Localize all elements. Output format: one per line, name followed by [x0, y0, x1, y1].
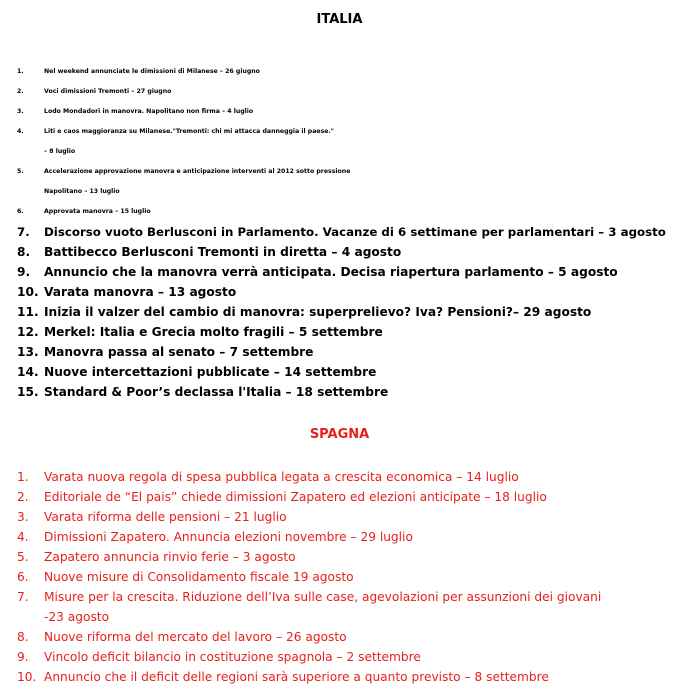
item-number: 11.: [17, 305, 39, 319]
item-text: Nuove misure di Consolidamento fiscale 19 agosto: [44, 570, 354, 584]
item-number: 3.: [17, 510, 29, 524]
item-text: Discorso vuoto Berlusconi in Parlamento. Vacanze di 6 settimane per parlamentari – 3 agosto: [44, 225, 666, 239]
item-text: Zapatero annuncia rinvio ferie – 3 agosto: [44, 550, 296, 564]
item-number: 9.: [17, 650, 29, 664]
list-item: [0, 102, 666, 122]
list-item: [0, 527, 601, 547]
list-item: [0, 62, 666, 82]
list-item: [0, 222, 666, 242]
spagna-heading: SPAGNA: [309, 427, 370, 442]
item-number: 7.: [17, 590, 29, 604]
list-item: [0, 162, 666, 202]
item-text-continuation: Napolitano – 13 luglio: [44, 188, 120, 195]
item-number: 6.: [17, 570, 29, 584]
list-item: [0, 362, 666, 382]
list-item: [0, 567, 601, 587]
list-item: [0, 202, 666, 222]
item-number: 15.: [17, 385, 39, 399]
item-text: Varata manovra – 13 agosto: [44, 285, 237, 299]
item-number: 1.: [17, 470, 29, 484]
item-number: 2.: [17, 88, 24, 95]
list-item: [0, 322, 666, 342]
item-number: 4.: [17, 530, 29, 544]
list-item: [0, 667, 601, 687]
list-item: [0, 82, 666, 102]
item-text: Nuove intercettazioni pubblicate – 14 settembre: [44, 365, 377, 379]
item-number: 7.: [17, 225, 30, 239]
item-text: Dimissioni Zapatero. Annuncia elezioni novembre – 29 luglio: [44, 530, 413, 544]
list-item: [0, 507, 601, 527]
item-number: 5.: [17, 168, 24, 175]
item-number: 9.: [17, 265, 31, 279]
italia-heading: ITALIA: [316, 12, 363, 27]
item-number: 6.: [17, 208, 24, 215]
item-number: 2.: [17, 490, 29, 504]
list-item: [0, 282, 666, 302]
list-item: [0, 382, 666, 402]
list-item: [0, 647, 601, 667]
item-number: 13.: [17, 345, 39, 359]
item-text-continuation: – 8 luglio: [44, 148, 76, 155]
item-text-continuation: -23 agosto: [44, 610, 110, 624]
list-item: [0, 467, 601, 487]
item-text: Varata riforma delle pensioni – 21 luglio: [44, 510, 287, 524]
item-number: 10.: [17, 285, 39, 299]
item-number: 8.: [17, 630, 29, 644]
item-text: Annuncio che il deficit delle regioni sarà superiore a quanto previsto – 8 settembre: [44, 670, 549, 684]
list-item: [0, 627, 601, 647]
item-text: Nuove riforma del mercato del lavoro – 26 agosto: [44, 630, 347, 644]
item-text: Editoriale de “El pais” chiede dimissioni Zapatero ed elezioni anticipate – 18 luglio: [44, 490, 547, 504]
list-item: [0, 487, 601, 507]
item-text: Lodo Mondadori in manovra. Napolitano non firma – 4 luglio: [44, 108, 254, 115]
list-item: [0, 342, 666, 362]
item-text: Varata nuova regola di spesa pubblica legata a crescita economica – 14 luglio: [44, 470, 519, 484]
item-text: Merkel: Italia e Grecia molto fragili – 5 settembre: [44, 325, 383, 339]
list-item: [0, 242, 666, 262]
item-text: Approvata manovra – 15 luglio: [44, 208, 151, 215]
item-number: 3.: [17, 108, 24, 115]
item-number: 1.: [17, 68, 24, 75]
list-item: [0, 587, 601, 627]
item-text: Vincolo deficit bilancio in costituzione spagnola – 2 settembre: [44, 650, 421, 664]
list-item: [0, 547, 601, 567]
item-number: 10.: [17, 670, 37, 684]
item-text: Inizia il valzer del cambio di manovra: superprelievo? Iva? Pensioni?– 29 agosto: [44, 305, 592, 319]
item-text: Battibecco Berlusconi Tremonti in diretta – 4 agosto: [44, 245, 402, 259]
item-text: Accelerazione approvazione manovra e anticipazione interventi al 2012 sotto pressione: [44, 168, 351, 175]
item-number: 5.: [17, 550, 29, 564]
list-item: [0, 262, 666, 282]
item-text: Misure per la crescita. Riduzione dell’Iva sulle case, agevolazioni per assunzioni dei giovani: [44, 590, 602, 604]
item-text: Annuncio che la manovra verrà anticipata. Decisa riapertura parlamento – 5 agosto: [44, 265, 618, 279]
spagna-event-list: [0, 467, 601, 687]
item-text: Voci dimissioni Tremonti – 27 giugno: [44, 88, 172, 95]
list-item: [0, 302, 666, 322]
item-number: 14.: [17, 365, 39, 379]
item-number: 4.: [17, 128, 24, 135]
item-text: Nel weekend annunciate le dimissioni di Milanese – 26 giugno: [44, 68, 260, 75]
item-text: Standard & Poor’s declassa l'Italia – 18 settembre: [44, 385, 389, 399]
italia-event-list: [0, 62, 666, 402]
list-item: [0, 122, 666, 162]
item-number: 8.: [17, 245, 31, 259]
item-text: Manovra passa al senato – 7 settembre: [44, 345, 314, 359]
item-text: Liti e caos maggioranza su Milanese."Tremonti: chi mi attacca danneggia il paese.": [44, 128, 335, 135]
item-number: 12.: [17, 325, 39, 339]
